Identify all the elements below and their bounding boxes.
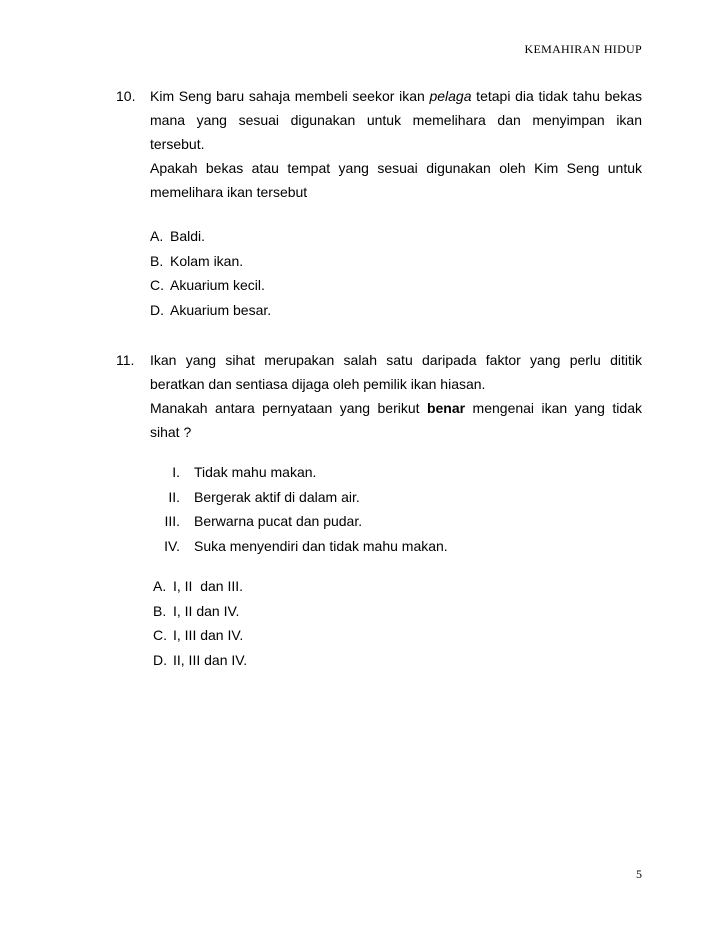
option-letter: B. <box>150 252 164 269</box>
stem-line <box>150 84 642 108</box>
statement-text: Berwarna pucat dan pudar. <box>194 513 363 529</box>
statement-text: Tidak mahu makan. <box>194 464 317 480</box>
option-a[interactable] <box>153 574 642 599</box>
option-text: I, II dan III. <box>173 578 244 594</box>
stem-text: Manakah antara pernyataan yang berikut <box>150 400 427 416</box>
stem-text: mengenai ikan yang tidak <box>465 400 642 416</box>
option-b[interactable] <box>153 599 642 624</box>
statement-text: Suka menyendiri dan tidak mahu makan. <box>194 537 448 554</box>
stem-line: Apakah bekas atau tempat yang sesuai digunakan oleh Kim Seng untuk <box>150 160 642 176</box>
answer-options <box>150 224 642 322</box>
question-number: 11. <box>116 352 135 368</box>
stem-line: beratkan dan sentiasa dijaga oleh pemilik ikan hiasan. <box>150 376 486 392</box>
option-letter: C. <box>150 277 164 293</box>
stem-line: tersebut. <box>150 136 205 152</box>
page-header-title: KEMAHIRAN HIDUP <box>524 42 642 56</box>
option-text: I, II dan IV. <box>173 602 240 619</box>
option-c[interactable] <box>150 273 642 298</box>
question-stem <box>150 348 642 672</box>
option-letter: C. <box>153 627 167 643</box>
stem-line: Ikan yang sihat merupakan salah satu daripada faktor yang perlu dititik <box>150 352 642 368</box>
statement-item <box>150 485 642 510</box>
option-text: II, III dan IV. <box>173 651 248 668</box>
statement-list <box>150 460 642 558</box>
option-text: Akuarium kecil. <box>170 277 265 293</box>
question-stem <box>150 84 642 322</box>
option-letter: A. <box>150 228 164 244</box>
stem-line: memelihara ikan tersebut <box>150 184 308 200</box>
option-b[interactable] <box>150 249 642 274</box>
option-text: Baldi. <box>170 228 206 244</box>
stem-bold-term: benar <box>426 400 466 416</box>
statement-number: IV. <box>164 537 180 554</box>
option-a[interactable] <box>150 224 642 249</box>
statement-number: I. <box>172 464 180 480</box>
stem-italic-term: pelaga <box>429 88 472 104</box>
option-letter: D. <box>150 301 164 318</box>
page-number: 5 <box>636 867 642 881</box>
question-number: 10. <box>116 88 136 104</box>
stem-text: tetapi dia tidak tahu bekas <box>471 88 643 104</box>
option-c[interactable] <box>153 623 642 648</box>
question-10 <box>116 84 642 322</box>
statement-number: III. <box>164 513 180 529</box>
statement-text: Bergerak aktif di dalam air. <box>194 488 360 505</box>
answer-options <box>153 574 642 672</box>
option-letter: A. <box>153 578 167 594</box>
option-text: Akuarium besar. <box>170 301 272 318</box>
statement-item <box>150 460 642 485</box>
question-11 <box>116 348 642 672</box>
option-d[interactable] <box>150 298 642 323</box>
option-text: I, III dan IV. <box>173 627 244 643</box>
option-letter: B. <box>153 602 167 619</box>
statement-number: II. <box>168 488 180 505</box>
stem-text: Kim Seng baru sahaja membeli seekor ikan <box>150 88 430 104</box>
option-text: Kolam ikan. <box>170 252 244 269</box>
statement-item <box>150 534 642 559</box>
stem-line: mana yang sesuai digunakan untuk memelihara dan menyimpan ikan <box>150 112 642 128</box>
stem-line <box>150 396 642 420</box>
statement-item <box>150 509 642 534</box>
option-letter: D. <box>153 651 167 668</box>
option-d[interactable] <box>153 648 642 673</box>
stem-line: sihat ? <box>150 424 192 440</box>
